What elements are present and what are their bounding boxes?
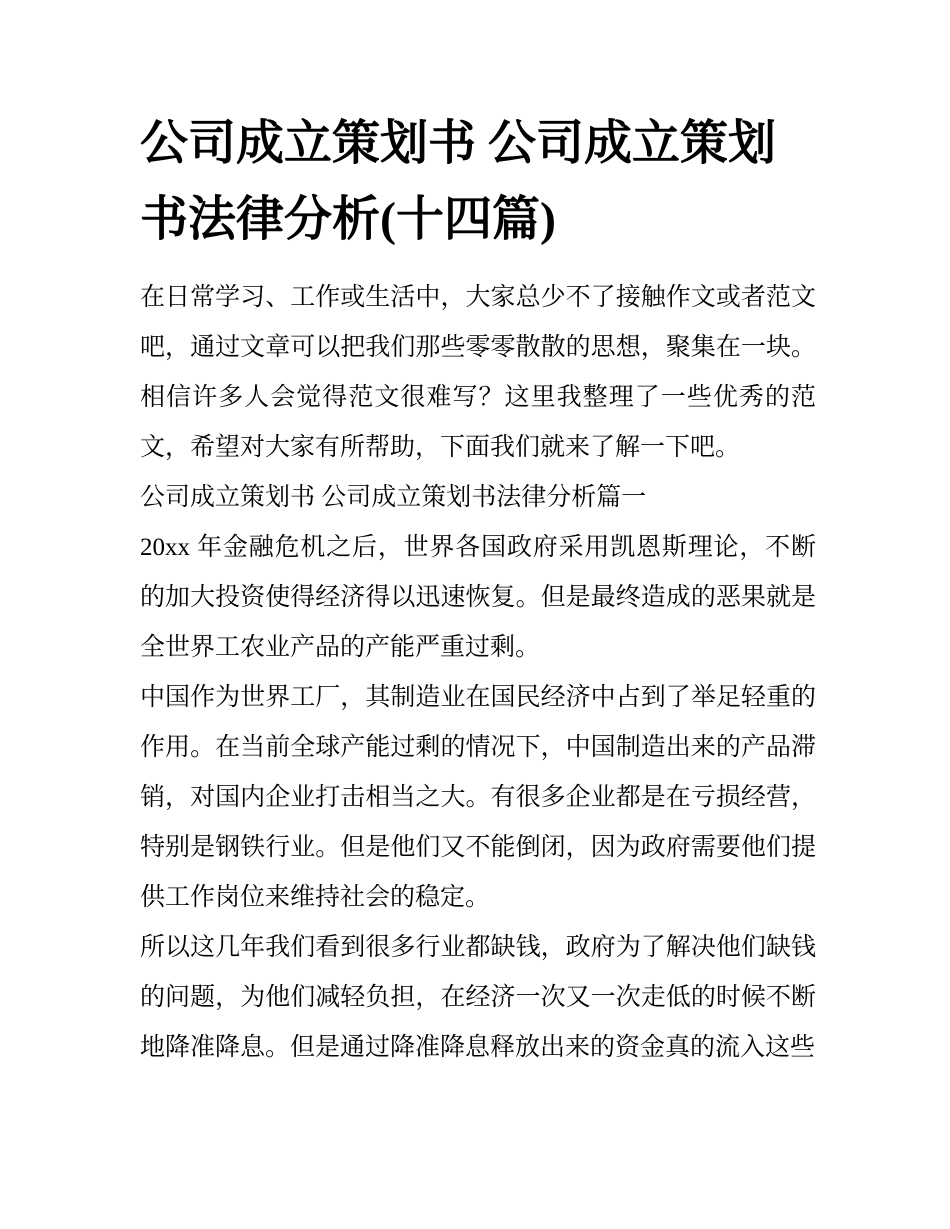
document-body — [140, 273, 816, 1073]
paragraph-body-3: 所以这几年我们看到很多行业都缺钱，政府为了解决他们缺钱的问题，为他们减轻负担，在经济一次又一次走低的时候不断地降准降息。但是通过降准降息释放出来的资金真的流入这些 — [140, 934, 816, 1061]
document-content — [0, 106, 950, 1073]
paragraph-section-heading: 公司成立策划书 公司成立策划书法律分析篇一 — [140, 484, 647, 511]
paragraph-intro: 在日常学习、工作或生活中，大家总少不了接触作文或者范文吧，通过文章可以把我们那些零零散散的思想，聚集在一块。相信许多人会觉得范文很难写？这里我整理了一些优秀的范文，希望对大家有所帮助，下面我们就来了解一下吧。 — [140, 284, 816, 461]
paragraph-body-2: 中国作为世界工厂，其制造业在国民经济中占到了举足轻重的作用。在当前全球产能过剩的情况下，中国制造出来的产品滞销，对国内企业打击相当之大。有很多企业都是在亏损经营，特别是钢铁行业。但是他们又不能倒闭，因为政府需要他们提供工作岗位来维持社会的稳定。 — [140, 684, 816, 911]
page-title: 公司成立策划书 公司成立策划书法律分析(十四篇) — [140, 117, 777, 246]
paragraph-body-1: 20xx 年金融危机之后，世界各国政府采用凯恩斯理论，不断的加大投资使得经济得以迅速恢复。但是最终造成的恶果就是全世界工农业产品的产能严重过剩。 — [140, 534, 816, 661]
